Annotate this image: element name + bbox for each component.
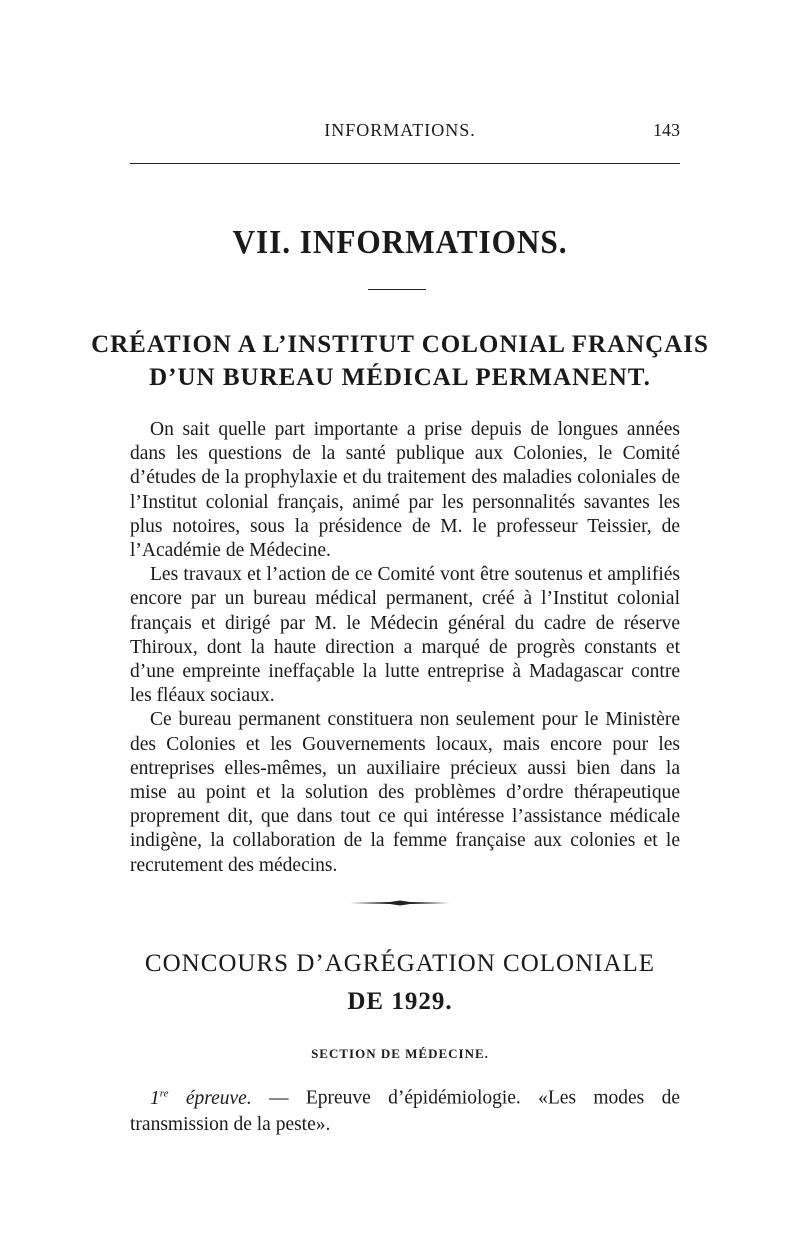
epreuve-paragraph	[130, 1080, 680, 1138]
running-title: INFORMATIONS.	[324, 120, 476, 140]
epreuve-text: — Epreuve d’épidémiologie. «Les modes de transmission de la peste».	[130, 1087, 680, 1135]
epreuve-label-text: épreuve.	[168, 1087, 252, 1109]
epreuve-label	[150, 1088, 252, 1109]
article-title-line-2: D’UN BUREAU MÉDICAL PERMANENT.	[149, 364, 651, 391]
article-body	[130, 418, 680, 878]
paragraph: On sait quelle part importante a prise depuis de longues années dans les questions de la santé publique aux Colonies, le Comité d’études de la prophylaxie et du traitement des maladies coloniales de l’Institut colonial français, animé par les personnalités savantes les plus notoires, sous la présidence de M. le professeur Teissier, de l’Académie de Médecine.	[130, 419, 680, 562]
paragraph: Les travaux et l’action de ce Comité vont être soutenus et amplifiés encore par un bureau médical permanent, créé à l’Institut colonial français et dirigé par M. le Médecin général du cadre de réserve Thiroux, dont la haute direction a marqué de progrès constants et d’une empreinte ineffaçable la lutte entreprise à Madagascar contre les fléaux sociaux.	[130, 564, 680, 707]
concours-title-line-2: DE 1929.	[347, 988, 453, 1015]
running-head	[0, 120, 800, 144]
epreuve-number: 1	[150, 1087, 160, 1109]
subsection-heading: SECTION DE MÉDECINE.	[311, 1046, 489, 1061]
concours-title-line-1: CONCOURS D’AGRÉGATION COLONIALE	[144, 950, 656, 977]
paragraph: Ce bureau permanent constituera non seulement pour le Ministère des Colonies et les Gouvernements locaux, mais encore pour les entreprises elles-mêmes, un auxiliaire précieux aussi bien dans la mise au point et la solution des problèmes d’ordre thérapeutique proprement dit, que dans tout ce qui intéresse l’assistance médicale indigène, la collaboration de la femme française aux colonies et le recrutement des médecins.	[130, 709, 680, 876]
section-divider	[368, 289, 426, 290]
header-rule	[130, 163, 680, 164]
ornamental-rule	[350, 900, 450, 906]
epreuve-superscript: re	[159, 1087, 169, 1099]
page-number: 143	[653, 120, 680, 140]
section-title: VII. INFORMATIONS.	[232, 224, 568, 261]
article-title-line-1: CRÉATION A L’INSTITUT COLONIAL FRANÇAIS	[91, 331, 709, 358]
